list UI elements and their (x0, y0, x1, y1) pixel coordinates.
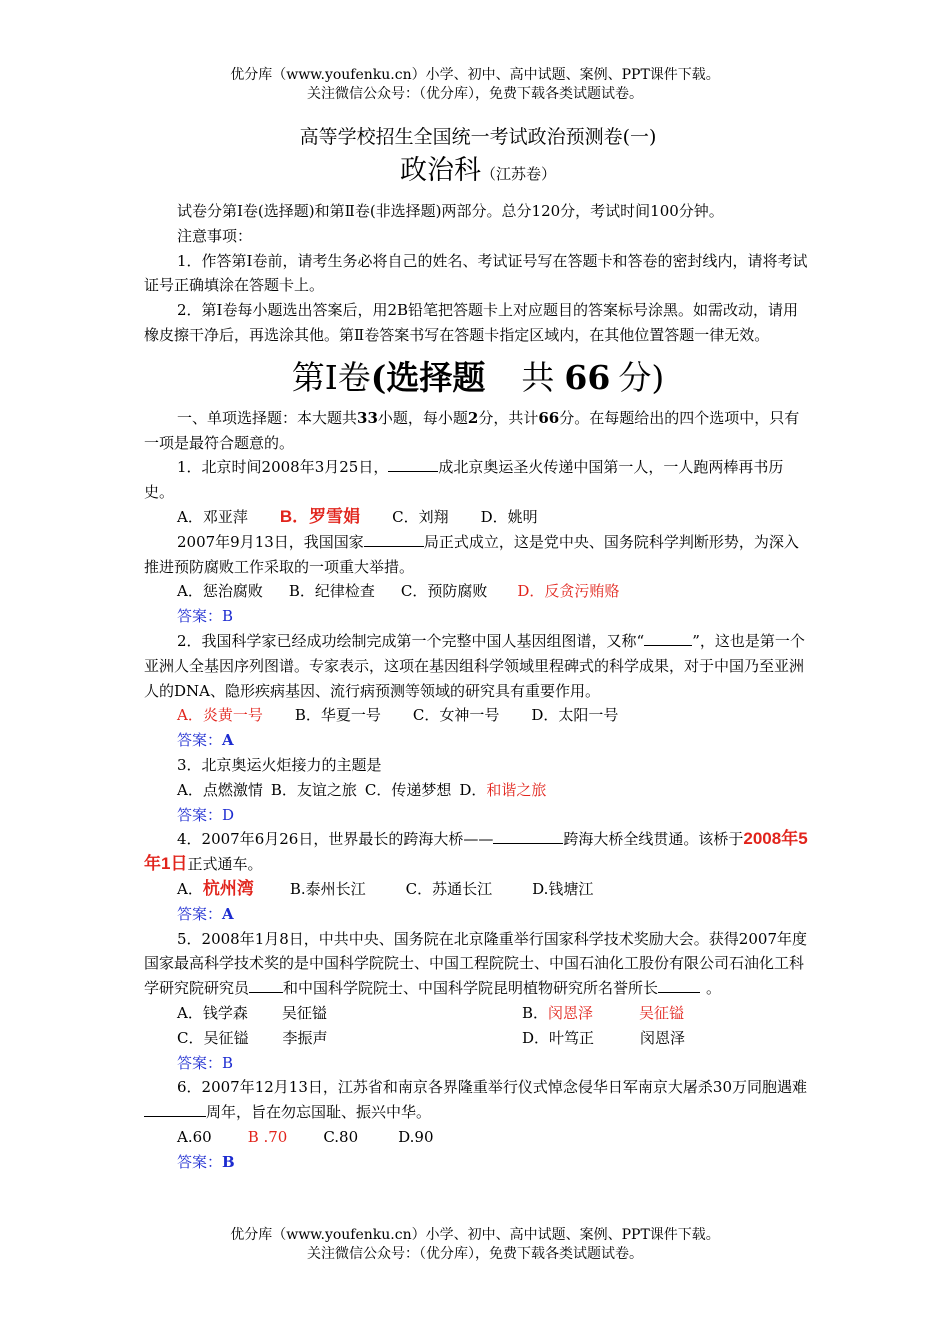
document-body (144, 120, 812, 1174)
q4-stem-c: 正式通车。 (187, 855, 263, 874)
q3-answer-text: 答案：D (177, 805, 235, 824)
q4-option-b: B.泰州长江 (289, 879, 366, 898)
q5-options-row-1 (144, 1001, 812, 1026)
header-line-1: 优分库（www.youfenku.cn）小学、初中、高中试题、案例、PPT课件下载。 (230, 67, 720, 83)
q1b-option-c: C．预防腐败 (400, 582, 488, 601)
q4-options (144, 877, 812, 902)
q5-option-b-2: 吴征镒 (639, 1003, 685, 1022)
q1-option-d: D．姚明 (480, 507, 538, 526)
q5-option-b-label: B． (522, 1003, 549, 1022)
q5-option-c-1: C．吴征镒 (177, 1028, 249, 1047)
header-line-2: 关注微信公众号：（优分库），免费下载各类试题试卷。 (307, 86, 643, 102)
q2-option-c: C．女神一号 (412, 706, 500, 725)
notice-label: 注意事项： (177, 226, 253, 245)
q6-answer-label: 答案： (177, 1152, 223, 1171)
q2-option-d: D．太阳一号 (531, 706, 619, 725)
q6-stem-a: 6．2007年12月13日，江苏省和南京各界隆重举行仪式悼念侵华日军南京大屠杀30万同胞遇难 (177, 1078, 807, 1097)
q6-stem (144, 1075, 812, 1125)
q6-option-b: B .70 (247, 1127, 288, 1146)
section-title-b: (选择题 (370, 357, 486, 397)
section-title-c: 共 (521, 357, 555, 397)
q4-answer-label: 答案： (177, 904, 223, 923)
q4-answer (144, 902, 812, 927)
q5-blank-1 (249, 977, 283, 993)
q2-stem-a: 2．我国科学家已经成功绘制完成第一个完整中国人基因组图谱，又称“ (177, 631, 645, 650)
section-title-a: 第Ⅰ卷 (291, 357, 371, 397)
q5-stem-b: 和中国科学院院士、中国科学院昆明植物研究所名誉所长 (283, 979, 659, 998)
q5-option-a (144, 1001, 462, 1026)
q2-stem-b: ”，这也是第一个亚洲人全基因序列图谱。专家表示，这项在基因组科学领域里程碑式的科学成果，对于中国乃至亚洲人的DNA、隐形疾病基因、流行病预测等领域的研究具有重要作用。 (144, 631, 805, 700)
q1-stem (144, 455, 812, 505)
q4-option-d: D.钱塘江 (532, 879, 594, 898)
q4-option-a-label: A． (177, 879, 203, 898)
q6-answer (144, 1150, 812, 1175)
q4-blank (493, 828, 563, 844)
subject-sub: （江苏卷） (480, 165, 556, 183)
q2-stem (144, 629, 812, 703)
q5-option-d (462, 1026, 685, 1051)
q3-option-b: B．友谊之旅 (270, 780, 357, 799)
q4-stem-b: 跨海大桥全线贯通。该桥于 (563, 830, 744, 849)
q3-option-d: 和谐之旅 (486, 780, 547, 799)
q1b-stem-b: 局正式成立，这是党中央、国务院科学判断形势，为深入推进预防腐败工作采取的一项重大举措。 (144, 532, 799, 576)
q4-option-c: C．苏通长江 (405, 879, 493, 898)
q5-stem (144, 927, 812, 1001)
page-footer (0, 1226, 950, 1264)
q4-date: 2008年5年1日 (144, 829, 808, 874)
q3-stem: 3．北京奥运火炬接力的主题是 (177, 755, 382, 774)
q5-option-a-2: 吴征镒 (281, 1003, 327, 1022)
q5-option-c (144, 1026, 462, 1051)
page-header (0, 66, 950, 104)
instr-c: 分，共计 (478, 408, 539, 427)
q2-answer (144, 728, 812, 753)
instr-a: 一、单项选择题：本大题共 (177, 408, 358, 427)
q3-option-d-label: D． (459, 780, 487, 799)
q1b-options (144, 579, 812, 604)
footer-line-1: 优分库（www.youfenku.cn）小学、初中、高中试题、案例、PPT课件下载。 (230, 1227, 720, 1243)
instr-b: 小题，每小题 (377, 408, 468, 427)
q5-option-a-1: A．钱学森 (177, 1003, 248, 1022)
q5-answer: 答案：B (177, 1053, 234, 1072)
q6-option-d: D.90 (398, 1127, 434, 1146)
q5-options-row-2 (144, 1026, 812, 1051)
q5-blank-2 (658, 977, 700, 993)
q2-answer-value: A (222, 731, 234, 750)
section-title (144, 350, 812, 406)
q5-option-c-2: 李振声 (282, 1028, 328, 1047)
section-title-e: 分) (618, 357, 665, 397)
q2-option-a: A．炎黄一号 (177, 706, 263, 725)
q4-stem-a: 4．2007年6月26日，世界最长的跨海大桥—— (177, 830, 494, 849)
instr-n3: 66 (538, 408, 560, 427)
q5-option-b-1: 闵恩泽 (548, 1003, 594, 1022)
q1-option-b: B．罗雪娟 (279, 506, 361, 526)
q2-options (144, 703, 812, 728)
q5-stem-c: 。 (706, 979, 722, 998)
q3-answer (144, 803, 812, 828)
q2-blank (644, 630, 692, 646)
q1-option-c: C．刘翔 (392, 507, 449, 526)
notice-2: 2．第Ⅰ卷每小题选出答案后，用2B铅笔把答题卡上对应题目的答案标号涂黑。如需改动，请用橡皮擦干净后，再选涂其他。第Ⅱ卷答案书写在答题卡指定区域内，在其他位置答题一律无效。 (144, 301, 799, 344)
q4-option-a: 杭州湾 (202, 878, 254, 899)
q2-answer-label: 答案： (177, 731, 223, 750)
section-instructions (144, 406, 812, 456)
instr-n1: 33 (357, 408, 378, 427)
section-title-d: 66 (564, 357, 611, 397)
footer-line-2: 关注微信公众号：（优分库），免费下载各类试题试卷。 (307, 1246, 643, 1262)
q1b-answer: 答案：B (177, 607, 234, 626)
q6-options (144, 1125, 812, 1150)
q5-option-b (462, 1001, 684, 1026)
q3-option-a: A．点燃激情 (177, 780, 263, 799)
q1b-stem-a: 2007年9月13日，我国国家 (177, 532, 364, 551)
q6-stem-b: 周年，旨在勿忘国耻、振兴中华。 (206, 1103, 432, 1122)
q4-stem (144, 827, 812, 877)
notice-1: 1．作答第Ⅰ卷前，请考生务必将自己的姓名、考试证号写在答题卡和答卷的密封线内，请将考试证号正确填涂在答题卡上。 (144, 251, 808, 295)
instr-n2: 2 (467, 408, 479, 427)
q5-option-d-2: 闵恩泽 (640, 1028, 686, 1047)
q6-option-a: A.60 (177, 1127, 212, 1146)
instr-d: 分。在每题给出的四个选项中，只有一项是最符合题意的。 (144, 408, 800, 452)
exam-title: 高等学校招生全国统一考试政治预测卷(一) (299, 126, 657, 148)
subject-title (144, 152, 812, 193)
q6-option-c: C.80 (323, 1127, 359, 1146)
q1b-stem (144, 530, 812, 580)
q1b-blank (364, 531, 424, 547)
q1-blank (388, 456, 438, 472)
q5-option-d-1: D．叶笃正 (522, 1028, 595, 1047)
q1-stem-b: 成北京奥运圣火传递中国第一人，一人跑两棒再书历史。 (144, 458, 784, 502)
q1b-option-b: B．纪律检查 (288, 582, 375, 601)
intro-desc: 试卷分第Ⅰ卷(选择题)和第Ⅱ卷(非选择题)两部分。总分120分，考试时间100分钟。 (177, 202, 724, 220)
q6-blank (144, 1101, 206, 1117)
q1-option-a: A．邓亚萍 (177, 507, 248, 526)
subject-main: 政治科 (399, 155, 481, 186)
q5-stem-a: 5．2008年1月8日，中共中央、国务院在北京隆重举行国家科学技术奖励大会。获得2007年度国家最高科学技术奖的是中国科学院院士、中国工程院院士、中国石油化工股份有限公司石油化工科学研究院研究员 (144, 929, 807, 998)
q1b-option-a: A．惩治腐败 (177, 582, 263, 601)
q4-answer-value: A (222, 904, 234, 923)
q1-stem-a: 1．北京时间2008年3月25日， (177, 458, 389, 477)
q6-answer-value: B (222, 1152, 235, 1171)
q3-options (144, 778, 812, 803)
q1-options (144, 505, 812, 530)
q3-option-c: C．传递梦想 (364, 780, 452, 799)
q1b-option-d: D．反贪污贿赂 (517, 582, 620, 601)
q2-option-b: B．华夏一号 (294, 706, 381, 725)
